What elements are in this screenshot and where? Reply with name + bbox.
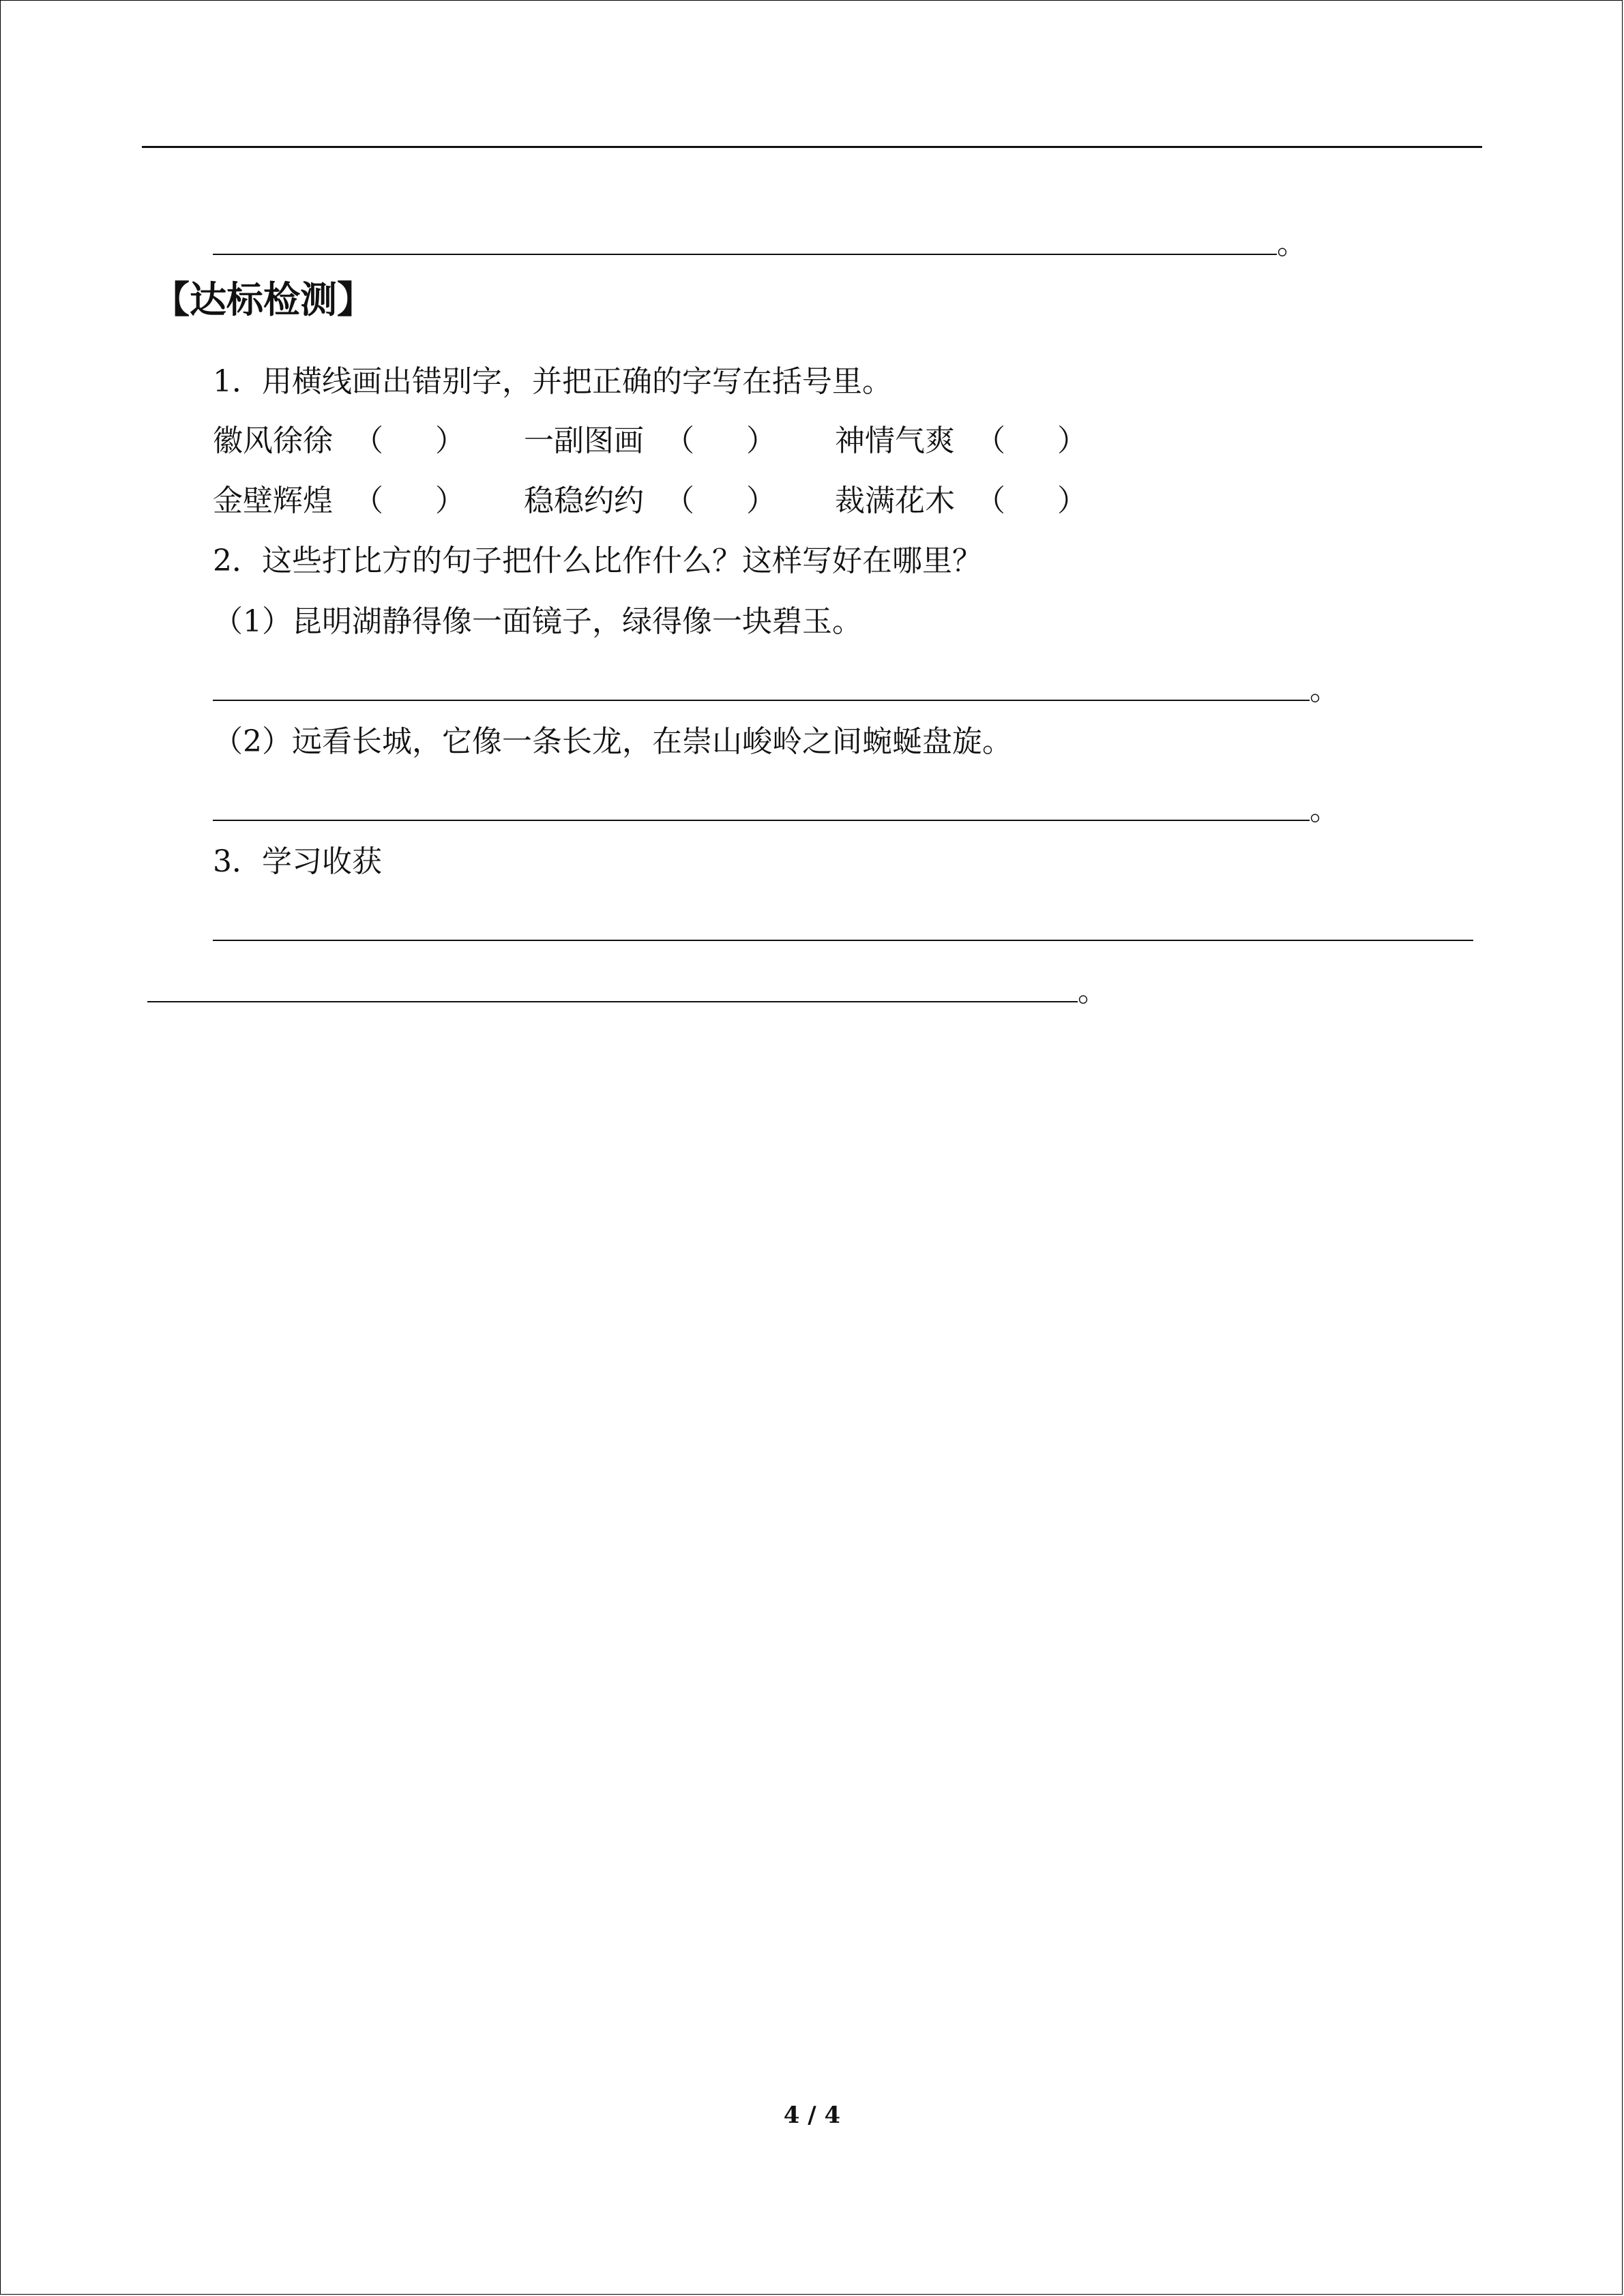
- section-title: 【达标检测】: [153, 278, 374, 321]
- paren-close: ）: [746, 423, 776, 458]
- term-1: 徽风徐徐: [213, 423, 333, 458]
- paren-open: （: [975, 483, 1005, 518]
- paren-open: （: [664, 483, 694, 518]
- term-6: 裁满花木: [835, 483, 955, 518]
- period: 。: [1310, 792, 1340, 827]
- paren-open: （: [353, 423, 383, 458]
- term-2: 一副图画: [524, 423, 644, 458]
- paren-open: （: [353, 483, 383, 518]
- paren-close: ）: [435, 423, 465, 458]
- paren-close: ）: [1057, 483, 1087, 518]
- sentence-1: （1）昆明湖静得像一面镜子，绿得像一块碧玉。: [213, 604, 862, 639]
- answer-line-top: [213, 254, 1277, 255]
- page-number: 4 / 4: [783, 2102, 841, 2129]
- term-5: 稳稳约约: [524, 483, 644, 518]
- header-rule: [142, 146, 1482, 148]
- paren-close: ）: [1057, 423, 1087, 458]
- paren-close: ）: [746, 483, 776, 518]
- period: 。: [1078, 974, 1108, 1009]
- term-3: 神情气爽: [835, 423, 955, 458]
- term-4: 金壁辉煌: [213, 483, 333, 518]
- answer-line-4: [147, 1001, 1078, 1002]
- paren-close: ）: [435, 483, 465, 518]
- paren-open: （: [664, 423, 694, 458]
- period: 。: [1310, 672, 1340, 707]
- question-1-prompt: 1．用横线画出错别字，并把正确的字写在括号里。: [213, 364, 892, 399]
- question-3-prompt: 3．学习收获: [213, 844, 382, 879]
- answer-line-3: [213, 940, 1473, 941]
- paren-open: （: [975, 423, 1005, 458]
- period: 。: [1277, 226, 1307, 261]
- sentence-2: （2）远看长城，它像一条长龙，在崇山峻岭之间蜿蜒盘旋。: [213, 724, 1012, 759]
- question-2-prompt: 2．这些打比方的句子把什么比作什么？这样写好在哪里？: [213, 543, 982, 578]
- answer-line-2: [213, 820, 1310, 821]
- answer-line-1: [213, 700, 1310, 701]
